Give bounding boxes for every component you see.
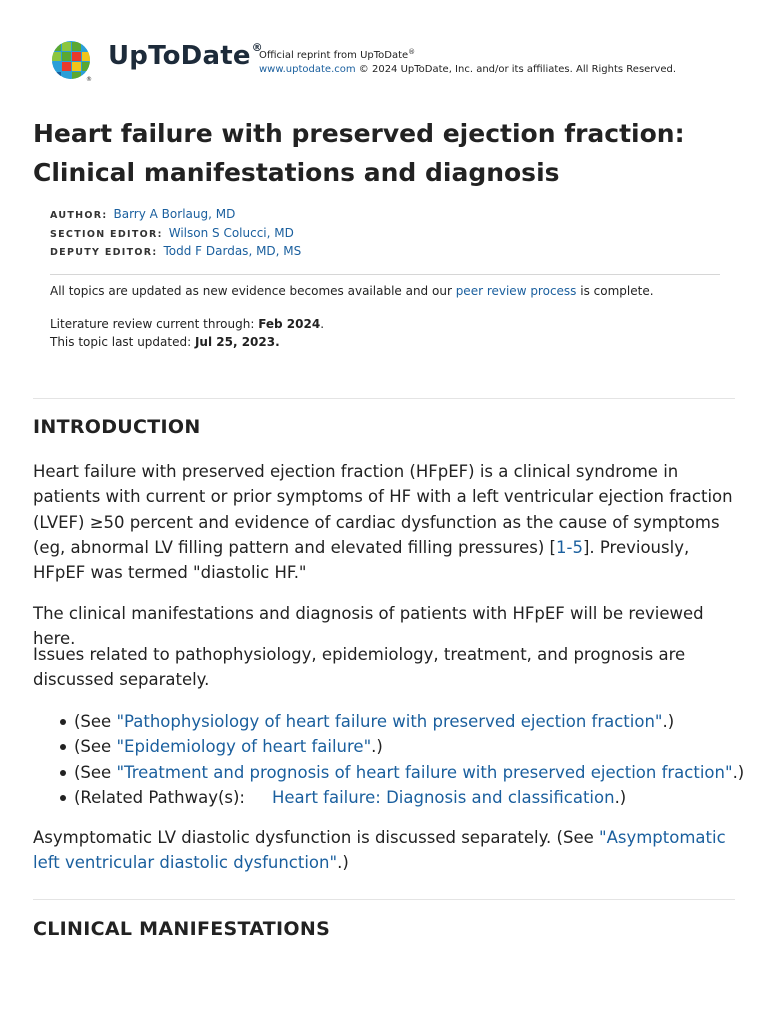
section-editor-link[interactable]: Wilson S Colucci, MD (168, 225, 294, 240)
header (48, 38, 728, 84)
section-divider (33, 398, 735, 399)
author-row: AUTHOR: Barry A Borlaug, MD (50, 207, 236, 221)
svg-text:®: ® (86, 76, 92, 82)
list-item: (See "Epidemiology of heart failure".) (56, 734, 744, 759)
literature-review-date: Literature review current through: Feb 2024. (50, 317, 325, 331)
reference-link[interactable]: 1-5 (556, 537, 583, 557)
epidemiology-topic-link[interactable]: "Epidemiology of heart failure" (116, 737, 372, 757)
section-editor-row: SECTION EDITOR: Wilson S Colucci, MD (50, 225, 294, 240)
page-title: Heart failure with preserved ejection fraction: Clinical manifestations and diagnosis (33, 119, 685, 187)
pathophysiology-topic-link[interactable]: "Pathophysiology of heart failure with preserved ejection fraction" (116, 712, 663, 731)
treatment-topic-link[interactable]: "Treatment and prognosis of heart failure with preserved ejection fraction" (116, 762, 733, 782)
see-also-list (56, 709, 744, 810)
uptodate-logo-icon (50, 40, 92, 82)
divider (50, 274, 720, 275)
review-dates (50, 315, 324, 351)
list-item: (Related Pathway(s): Heart failure: Diagnosis and classification.) (56, 785, 744, 810)
introduction-paragraph-4: Asymptomatic LV diastolic dysfunction is discussed separately. (See "Asymptomatic left ventricular diastolic dysfunction".) (33, 828, 726, 873)
reprint-notice: Official reprint from UpToDate® www.uptodate.com © 2024 UpToDate, Inc. and/or its affiliates. All Rights Reserved. (259, 48, 677, 75)
list-item: (See "Pathophysiology of heart failure with preserved ejection fraction".) (56, 709, 744, 734)
introduction-paragraph-3: Issues related to pathophysiology, epidemiology, treatment, and prognosis are discussed separately. (33, 645, 686, 690)
section-divider (33, 899, 735, 900)
last-updated-date: This topic last updated: Jul 25, 2023. (50, 335, 280, 349)
update-note: All topics are updated as new evidence becomes available and our peer review process is complete. (50, 284, 654, 298)
author-list (50, 206, 301, 262)
introduction-heading: INTRODUCTION (33, 416, 201, 438)
asymptomatic-topic-link[interactable]: "Asymptomatic left ventricular diastolic dysfunction" (33, 828, 726, 873)
related-pathway-link[interactable]: Heart failure: Diagnosis and classification (272, 787, 615, 807)
logo-wordmark: UpToDate® (108, 41, 263, 71)
uptodate-website-link[interactable]: www.uptodate.com (259, 64, 356, 75)
deputy-editor-link[interactable]: Todd F Dardas, MD, MS (163, 244, 302, 258)
clinical-manifestations-heading: CLINICAL MANIFESTATIONS (33, 918, 331, 940)
peer-review-link[interactable]: peer review process (455, 284, 577, 298)
list-item: (See "Treatment and prognosis of heart failure with preserved ejection fraction".) (56, 760, 744, 785)
introduction-paragraph-2: The clinical manifestations and diagnosis of patients with HFpEF will be reviewed here. (33, 604, 704, 649)
deputy-editor-row: DEPUTY EDITOR: Todd F Dardas, MD, MS (50, 244, 302, 258)
introduction-paragraph-1: Heart failure with preserved ejection fraction (HFpEF) is a clinical syndrome in patients with current or prior symptoms of HF with a left ventricular ejection fraction (LVEF) ≥50 percent and evidence of cardiac dysfunction as the cause of symptoms (eg, abnormal LV filling pattern and elevated filling pressures) [1-5]. Previously, HFpEF was termed "diastolic HF." (33, 462, 733, 583)
author-link[interactable]: Barry A Borlaug, MD (113, 207, 236, 221)
